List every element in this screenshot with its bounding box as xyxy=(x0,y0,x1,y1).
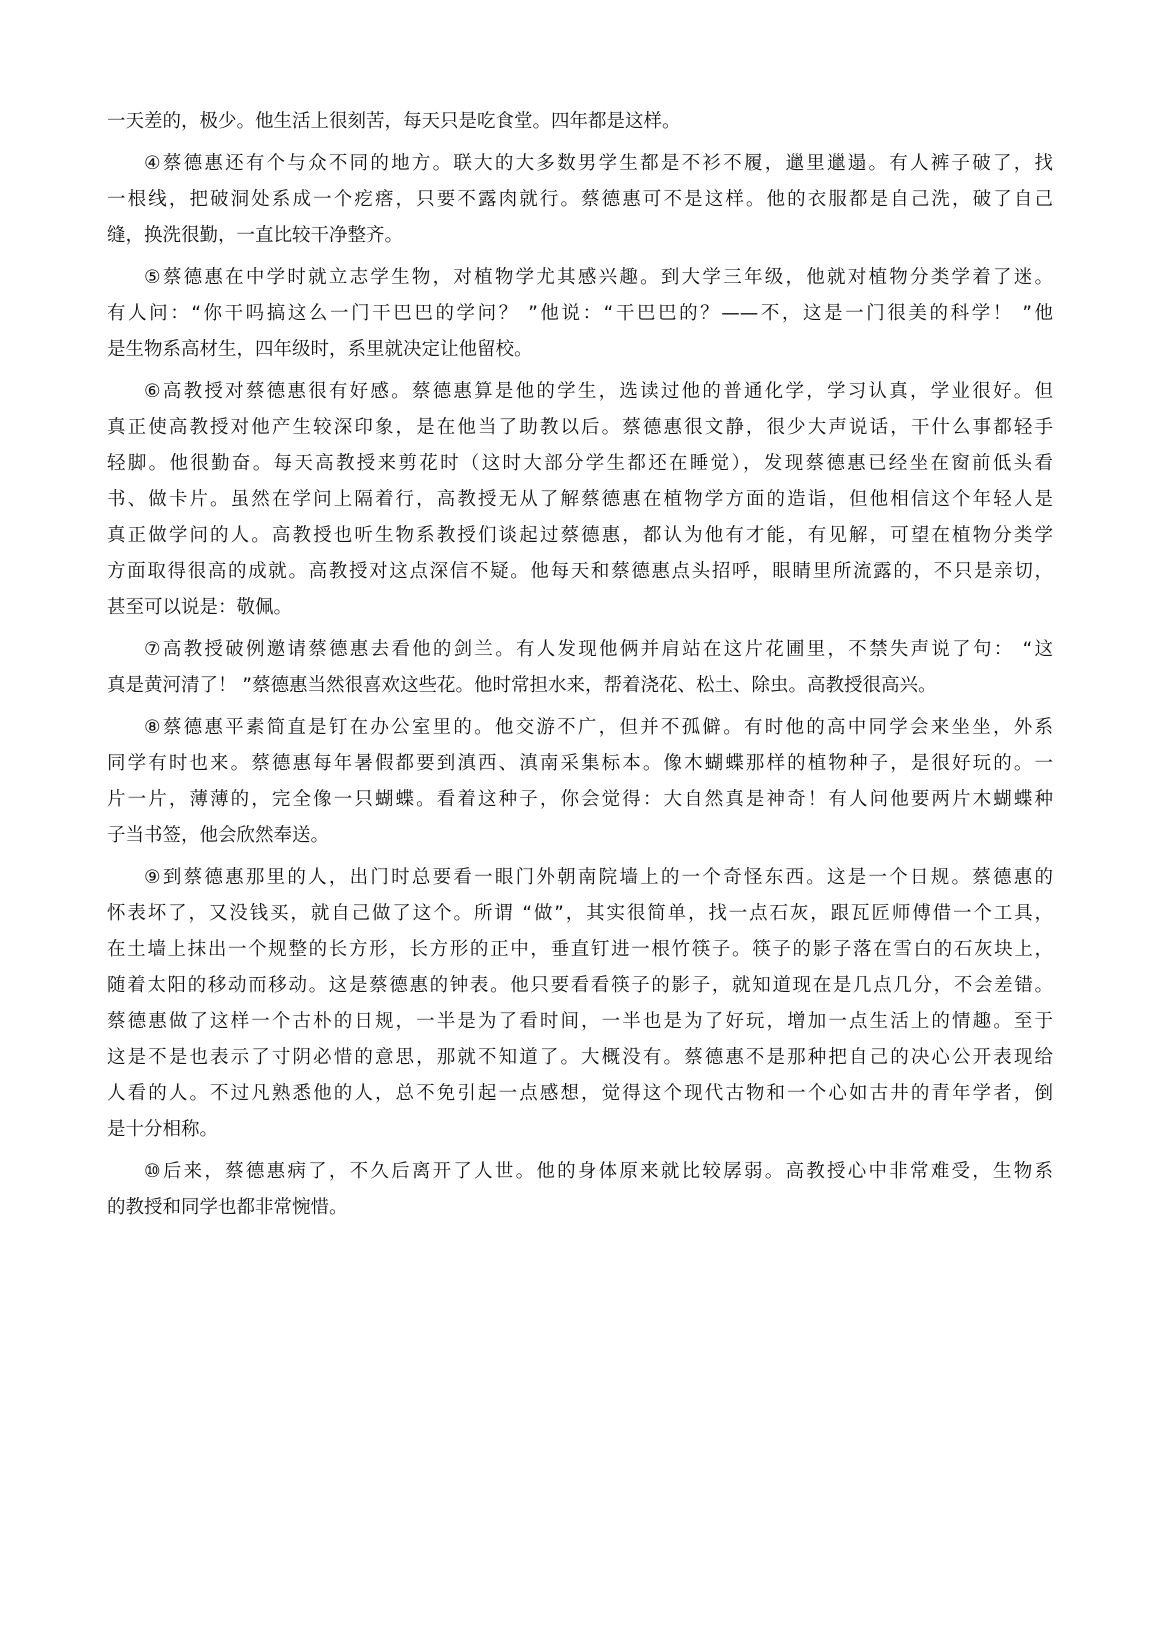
text-line: 人看的人。不过凡熟悉他的人，总不免引起一点感想，觉得这个现代古物和一个心如古井的青年学者，倒 xyxy=(107,1083,1053,1104)
text-line: 这是不是也表示了寸阴必惜的意思，那就不知道了。大概没有。蔡德惠不是那种把自己的决心公开表现给 xyxy=(107,1047,1053,1068)
text-line: 真正做学问的人。高教授也听生物系教授们谈起过蔡德惠，都认为他有才能，有见解，可望在植物分类学 xyxy=(107,525,1053,546)
paragraph xyxy=(107,374,1053,626)
text-line: ⑤蔡德惠在中学时就立志学生物，对植物学尤其感兴趣。到大学三年级，他就对植物分类学着了迷。 xyxy=(144,267,1053,288)
text-line: 片一片，薄薄的，完全像一只蝴蝶。看着这种子，你会觉得：大自然真是神奇！有人问他要两片木蝴蝶种 xyxy=(107,789,1053,810)
paragraph xyxy=(107,860,1053,1148)
text-line: 是生物系高材生，四年级时，系里就决定让他留校。 xyxy=(107,339,533,360)
text-line: 随着太阳的移动而移动。这是蔡德惠的钟表。他只要看看筷子的影子，就知道现在是几点几分，不会差错。 xyxy=(107,975,1053,996)
text-line: 缝，换洗很勤，一直比较干净整齐。 xyxy=(107,225,404,246)
text-line: 书、做卡片。虽然在学问上隔着行，高教授无从了解蔡德惠在植物学方面的造诣，但他相信这个年轻人是 xyxy=(107,489,1053,510)
paragraph xyxy=(107,104,1053,140)
text-line: 一根线，把破洞处系成一个疙瘩，只要不露肉就行。蔡德惠可不是这样。他的衣服都是自己洗，破了自己 xyxy=(107,189,1053,210)
text-line: 真正使高教授对他产生较深印象，是在他当了助教以后。蔡德惠很文静，很少大声说话，干什么事都轻手 xyxy=(107,417,1053,438)
text-line: 一天差的，极少。他生活上很刻苦，每天只是吃食堂。四年都是这样。 xyxy=(107,111,681,132)
paragraph xyxy=(107,146,1053,254)
text-line: ⑧蔡德惠平素简直是钉在办公室里的。他交游不广，但并不孤僻。有时他的高中同学会来坐坐，外系 xyxy=(144,717,1053,738)
text-line: 轻脚。他很勤奋。每天高教授来剪花时（这时大部分学生都还在睡觉），发现蔡德惠已经坐在窗前低头看 xyxy=(107,453,1053,474)
text-line: 在土墙上抹出一个规整的长方形，长方形的正中，垂直钉进一根竹筷子。筷子的影子落在雪白的石灰块上， xyxy=(107,939,1053,960)
text-line: 甚至可以说是：敬佩。 xyxy=(107,597,293,618)
text-line: 的教授和同学也都非常惋惜。 xyxy=(107,1197,348,1218)
text-line: 是十分相称。 xyxy=(107,1119,219,1140)
text-line: 蔡德惠做了这样一个古朴的日规，一半是为了看时间，一半也是为了好玩，增加一点生活上的情趣。至于 xyxy=(107,1011,1053,1032)
text-line: 怀表坏了，又没钱买，就自己做了这个。所谓 “做”，其实很简单，找一点石灰，跟瓦匠师傅借一个工具， xyxy=(107,903,1053,924)
text-line: 同学有时也来。蔡德惠每年暑假都要到滇西、滇南采集标本。像木蝴蝶那样的植物种子，是很好玩的。一 xyxy=(107,753,1053,774)
document-body xyxy=(107,104,1053,1232)
text-line: ⑥高教授对蔡德惠很有好感。蔡德惠算是他的学生，选读过他的普通化学，学习认真，学业很好。但 xyxy=(144,381,1053,402)
text-line: 有人问：“你干吗搞这么一门干巴巴的学问？ ”他说：“干巴巴的？——不，这是一门很美的科学！ ”他 xyxy=(107,303,1053,324)
paragraph xyxy=(107,1154,1053,1226)
text-line: ⑨到蔡德惠那里的人，出门时总要看一眼门外朝南院墙上的一个奇怪东西。这是一个日规。蔡德惠的 xyxy=(144,867,1053,888)
text-line: ⑦高教授破例邀请蔡德惠去看他的剑兰。有人发现他俩并肩站在这片花圃里，不禁失声说了句： “这 xyxy=(144,639,1053,660)
text-line: 子当书签，他会欣然奉送。 xyxy=(107,825,330,846)
text-line: ⑩后来，蔡德惠病了，不久后离开了人世。他的身体原来就比较孱弱。高教授心中非常难受，生物系 xyxy=(144,1161,1053,1182)
paragraph xyxy=(107,710,1053,854)
paragraph xyxy=(107,260,1053,368)
text-line: ④蔡德惠还有个与众不同的地方。联大的大多数男学生都是不衫不履，邋里邋遢。有人裤子破了，找 xyxy=(144,153,1053,174)
text-line: 真是黄河清了！ ”蔡德惠当然很喜欢这些花。他时常担水来，帮着浇花、松土、除虫。高教授很高兴。 xyxy=(107,675,937,696)
paragraph xyxy=(107,632,1053,704)
text-line: 方面取得很高的成就。高教授对这点深信不疑。他每天和蔡德惠点头招呼，眼睛里所流露的，不只是亲切， xyxy=(107,561,1053,582)
